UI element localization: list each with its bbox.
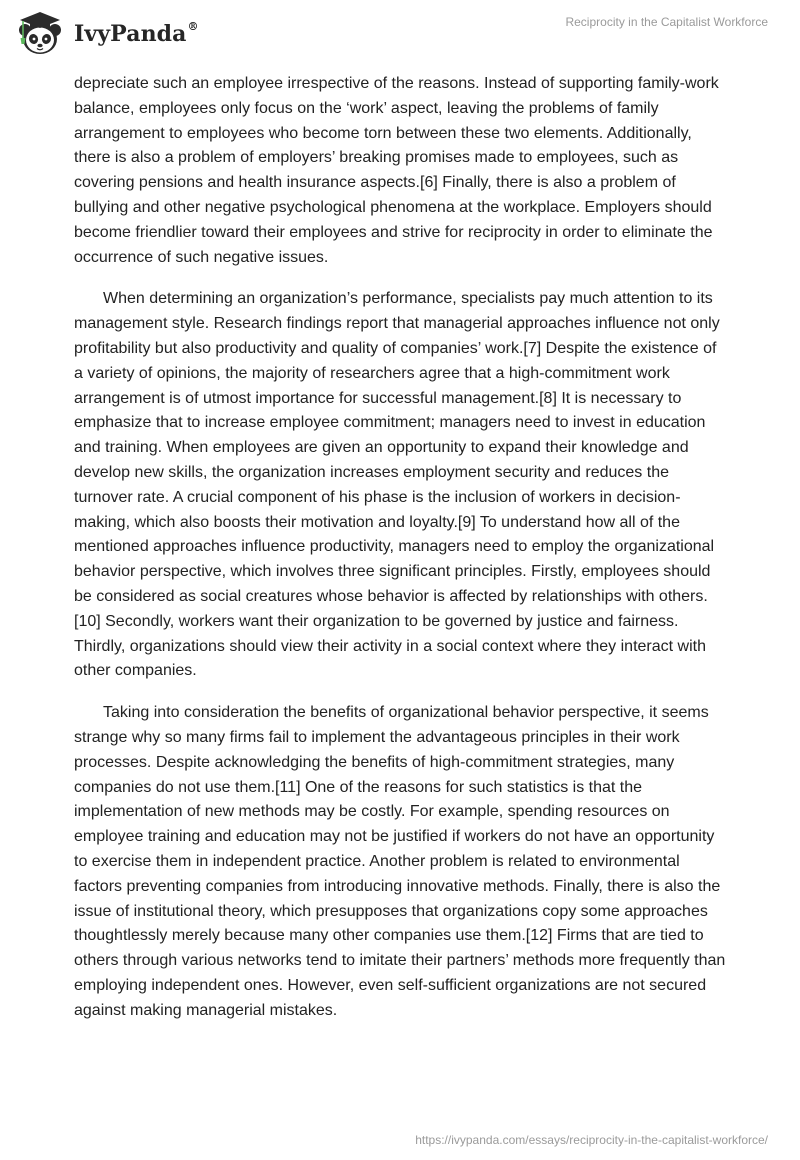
essay-body (74, 72, 726, 1040)
ivypanda-logo[interactable] (14, 8, 199, 56)
page-header (0, 0, 800, 60)
source-url[interactable]: https://ivypanda.com/essays/reciprocity-in-the-capitalist-workforce/ (415, 1133, 768, 1147)
logo-text: IvyPanda (74, 21, 187, 47)
essay-paragraph: Taking into consideration the benefits of organizational behavior perspective, it seems strange why so many firms fail to implement the advantageous principles in their work processes. Despite acknowledging the benefits of high-commitment strategies, many companies do not use them.[11] One of the reasons for such statistics is that the implementation of new methods may be costly. For example, spending resources on employee training and education may not be justified if workers do not have an opportunity to exercise them in independent practice. Another problem is related to environmental factors preventing companies from introducing innovative methods. Finally, there is also the issue of institutional theory, which presupposes that organizations copy some approaches thoughtlessly merely because many other companies use them.[12] Firms that are tied to others through various networks tend to imitate their partners’ methods more frequently than employing independent ones. However, even self-sufficient organizations are not secured against making managerial mistakes. (74, 704, 726, 1019)
essay-paragraph: depreciate such an employee irrespective of the reasons. Instead of supporting family-work balance, employees only focus on the ‘work’ aspect, leaving the problems of family arrangement to employees who become torn between these two elements. Additionally, there is also a problem of employers’ breaking promises made to employees, such as covering pensions and health insurance aspects.[6] Finally, there is also a problem of bullying and other negative psychological phenomena at the workplace. Employers should become friendlier toward their employees and strive for reciprocity in order to eliminate the occurrence of such negative issues. (74, 75, 719, 266)
logo-wordmark (74, 20, 199, 47)
panda-graduation-cap-icon (14, 8, 66, 56)
registered-mark: ® (187, 20, 199, 33)
essay-paragraph: When determining an organization’s performance, specialists pay much attention to its management style. Research findings report that managerial approaches influence not only profitability but also productivity and quality of companies’ work.[7] Despite the existence of a variety of opinions, the majority of researchers agree that a high-commitment work arrangement is of utmost importance for successful management.[8] It is necessary to emphasize that to increase employee commitment; managers need to invest in education and training. When employees are given an opportunity to expand their knowledge and develop new skills, the organization increases employment security and reduces the turnover rate. A crucial component of his phase is the inclusion of workers in decision-making, which also boosts their motivation and loyalty.[9] To understand how all of the mentioned approaches influence productivity, managers need to employ the organizational behavior perspective, which involves three significant principles. Firstly, employees should be considered as social creatures whose behavior is affected by relationships with others.[10] Secondly, workers want their organization to be governed by justice and fairness. Thirdly, organizations should view their activity in a social context where they interact with other companies. (74, 290, 720, 680)
document-title: Reciprocity in the Capitalist Workforce (565, 15, 768, 29)
